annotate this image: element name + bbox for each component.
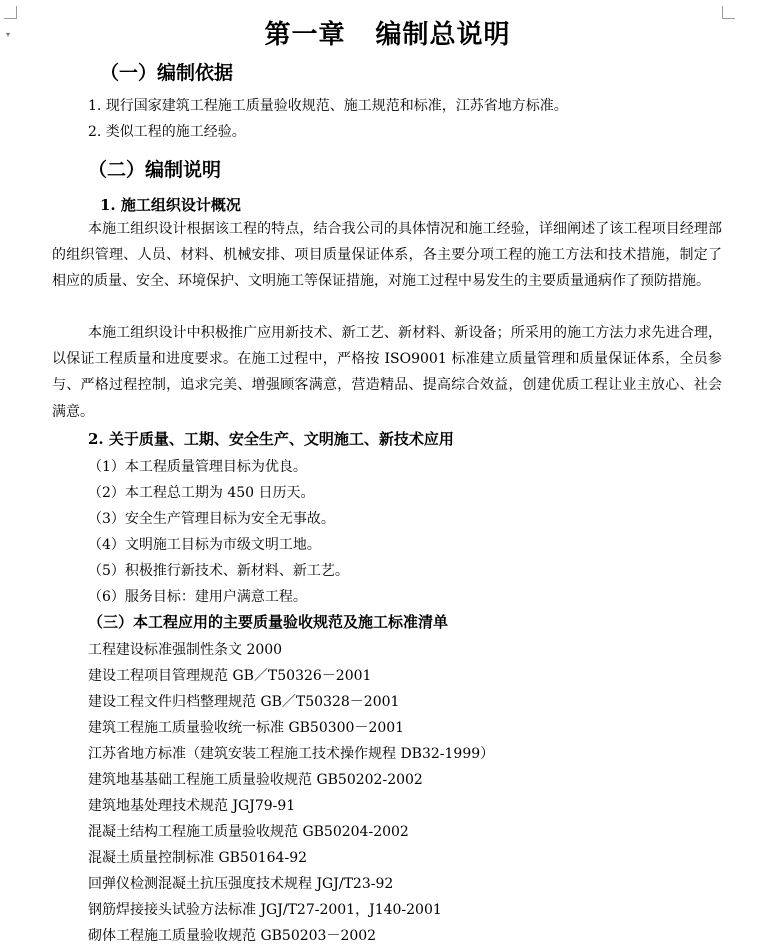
chapter-number: 第一章 — [264, 20, 346, 50]
standard-item: 建设工程项目管理规范 GB／T50326－2001 — [88, 668, 372, 684]
standard-item: 砌体工程施工质量验收规范 GB50203－2002 — [88, 928, 377, 944]
target-item: （1）本工程质量管理目标为优良。 — [88, 459, 307, 475]
subsection-heading-overview: 1. 施工组织设计概况 — [100, 196, 241, 214]
section-heading-basis: （一）编制依据 — [100, 62, 234, 84]
section-heading-standards: （三）本工程应用的主要质量验收规范及施工标准清单 — [88, 613, 449, 631]
standard-item: 建筑地基基础工程施工质量验收规范 GB50202-2002 — [88, 772, 423, 788]
standard-item: 混凝土结构工程施工质量验收规范 GB50204-2002 — [88, 824, 409, 840]
standard-item: 建筑地基处理技术规范 JGJ79-91 — [88, 798, 296, 814]
target-item: （6）服务目标：建用户满意工程。 — [88, 589, 307, 605]
chapter-title — [0, 14, 775, 51]
overview-paragraph-2: 本施工组织设计中积极推广应用新技术、新工艺、新材料、新设备；所采用的施工方法力求先进合理，以保证工程质量和进度要求。在施工过程中，严格按 ISO9001 标准建立质量管理和质量保证体系，全员参与、严格过程控制，追求完美、增强顾客满意，营造精品、提高综合效益，创建优质工程让业主放心、社会满意。 — [52, 325, 722, 420]
basis-item-2: 2. 类似工程的施工经验。 — [88, 124, 246, 140]
standard-item: 钢筋焊接接头试验方法标准 JGJ/T27-2001，J140-2001 — [88, 902, 442, 918]
standard-item: 建筑工程施工质量验收统一标准 GB50300－2001 — [88, 720, 405, 736]
basis-item-1: 1. 现行国家建筑工程施工质量验收规范、施工规范和标准，江苏省地方标准。 — [88, 98, 568, 114]
target-item: （4）文明施工目标为市级文明工地。 — [88, 537, 321, 553]
collapse-caret-icon[interactable]: ▾ — [6, 30, 11, 39]
standard-item: 工程建设标准强制性条文 2000 — [88, 642, 283, 658]
standard-item: 江苏省地方标准（建筑安装工程施工技术操作规程 DB32-1999） — [88, 746, 495, 762]
target-item: （3）安全生产管理目标为安全无事故。 — [88, 511, 335, 527]
standard-item: 混凝土质量控制标准 GB50164-92 — [88, 850, 308, 866]
standard-item: 回弹仪检测混凝土抗压强度技术规程 JGJ/T23-92 — [88, 876, 394, 892]
overview-paragraph-1: 本施工组织设计根据该工程的特点，结合我公司的具体情况和施工经验，详细阐述了该工程项目经理部的组织管理、人员、材料、机械安排、项目质量保证体系，各主要分项工程的施工方法和技术措施，制定了相应的质量、安全、环境保护、文明施工等保证措施，对施工过程中易发生的主要质量通病作了预防措施。 — [52, 221, 722, 290]
standard-item: 建设工程文件归档整理规范 GB／T50328－2001 — [88, 694, 400, 710]
chapter-name: 编制总说明 — [375, 20, 511, 50]
subsection-heading-targets: 2. 关于质量、工期、安全生产、文明施工、新技术应用 — [88, 430, 454, 448]
section-heading-notes: （二）编制说明 — [88, 159, 222, 181]
target-item: （2）本工程总工期为 450 日历天。 — [88, 485, 315, 501]
target-item: （5）积极推行新技术、新材料、新工艺。 — [88, 563, 349, 579]
